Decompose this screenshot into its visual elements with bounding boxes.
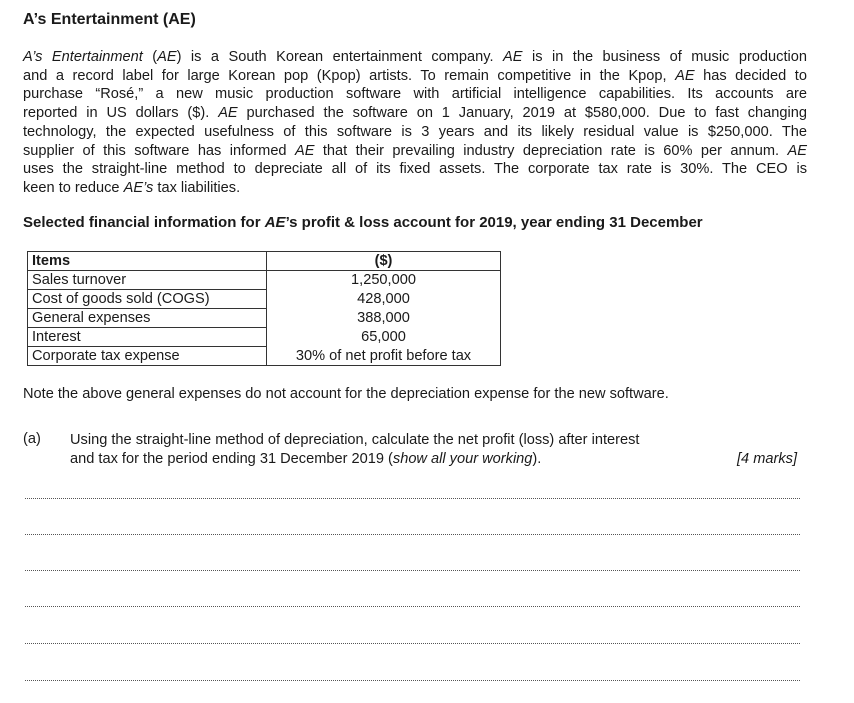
table-heading-text: Selected financial information for: [23, 214, 265, 231]
table-heading-rest: ’s profit & loss account for 2019, year ending 31 December: [285, 214, 703, 231]
case-study-paragraph: [23, 48, 807, 198]
item-cell: Corporate tax expense: [28, 347, 267, 366]
column-header-amount: ($): [267, 252, 501, 271]
case-title: A’s Entertainment (AE): [23, 11, 196, 28]
question-line-1: Using the straight-line method of depreciation, calculate the net profit (loss) after interest: [70, 432, 640, 448]
text-segment: and a record label for large Korean pop (Kpop) artists. To remain competitive in the Kpop,: [23, 67, 676, 84]
text-segment: tax liabilities.: [153, 179, 241, 196]
text-segment: ) is a South Korean entertainment company.: [176, 49, 504, 65]
text-segment: is in the business of music production: [522, 49, 807, 65]
table-row: [28, 290, 501, 309]
table-row: [28, 328, 501, 347]
answer-line[interactable]: [25, 643, 800, 644]
answer-line[interactable]: [25, 498, 800, 499]
item-cell: Interest: [28, 328, 267, 347]
italic-text: AE’s: [123, 179, 154, 196]
amount-cell: 428,000: [267, 290, 501, 309]
text-segment: that their prevailing industry depreciation rate is 60% per annum.: [314, 142, 788, 159]
table-row: [28, 347, 501, 366]
marks-label: [4 marks]: [737, 451, 798, 467]
question-working-instruction: show all your working: [392, 450, 533, 467]
text-segment: keen to reduce: [23, 179, 124, 196]
financial-table: [27, 251, 501, 366]
italic-text: AE: [157, 49, 177, 65]
paragraph-line: [23, 123, 807, 142]
amount-cell: 1,250,000: [267, 271, 501, 290]
question-line-2: and tax for the period ending 31 December 2019 (: [70, 450, 393, 467]
paragraph-line: [23, 142, 807, 161]
answer-line[interactable]: [25, 534, 800, 535]
italic-text: AE: [675, 67, 695, 84]
paragraph-line: [23, 85, 807, 104]
text-segment: reported in US dollars ($).: [23, 105, 219, 122]
answer-line[interactable]: [25, 570, 800, 571]
text-segment: has decided to: [694, 67, 807, 84]
text-segment: purchased the software on 1 January, 2019 at $580,000. Due to fast changing: [237, 105, 807, 122]
amount-cell: 30% of net profit before tax: [267, 347, 501, 366]
italic-text: AE: [218, 105, 238, 122]
paragraph-line: [23, 104, 807, 123]
table-row: [28, 309, 501, 328]
item-cell: Sales turnover: [28, 271, 267, 290]
question-text: [70, 431, 710, 468]
table-heading: [23, 214, 703, 231]
text-segment: (: [142, 49, 158, 65]
table-row: [28, 271, 501, 290]
paragraph-line: [23, 67, 807, 86]
answer-line[interactable]: [25, 680, 800, 681]
item-cell: General expenses: [28, 309, 267, 328]
question-line-2-end: ).: [532, 450, 542, 467]
paragraph-line: [23, 160, 807, 179]
text-segment: purchase “Rosé,” a new music production software with artificial intelligence capabilities. Its accounts are: [23, 86, 807, 103]
paragraph-line: [23, 48, 807, 67]
depreciation-note: Note the above general expenses do not account for the depreciation expense for the new software.: [23, 386, 669, 402]
amount-cell: 65,000: [267, 328, 501, 347]
question-label: (a): [23, 431, 41, 447]
italic-text: AE: [294, 142, 315, 159]
italic-text: AE: [787, 142, 807, 159]
amount-cell: 388,000: [267, 309, 501, 328]
text-segment: supplier of this software has informed: [23, 142, 295, 159]
italic-text: AE: [503, 49, 523, 65]
answer-line[interactable]: [25, 606, 800, 607]
item-cell: Cost of goods sold (COGS): [28, 290, 267, 309]
paragraph-line: [23, 179, 807, 198]
text-segment: technology, the expected usefulness of this software is 3 years and its likely residual value is $250,000. The: [23, 123, 807, 140]
italic-text: A’s Entertainment: [23, 49, 143, 65]
table-heading-company: AE: [264, 214, 286, 231]
column-header-items: Items: [28, 252, 267, 271]
text-segment: uses the straight-line method to depreciate all of its fixed assets. The corporate tax rate is 30%. The CEO is: [23, 161, 807, 178]
